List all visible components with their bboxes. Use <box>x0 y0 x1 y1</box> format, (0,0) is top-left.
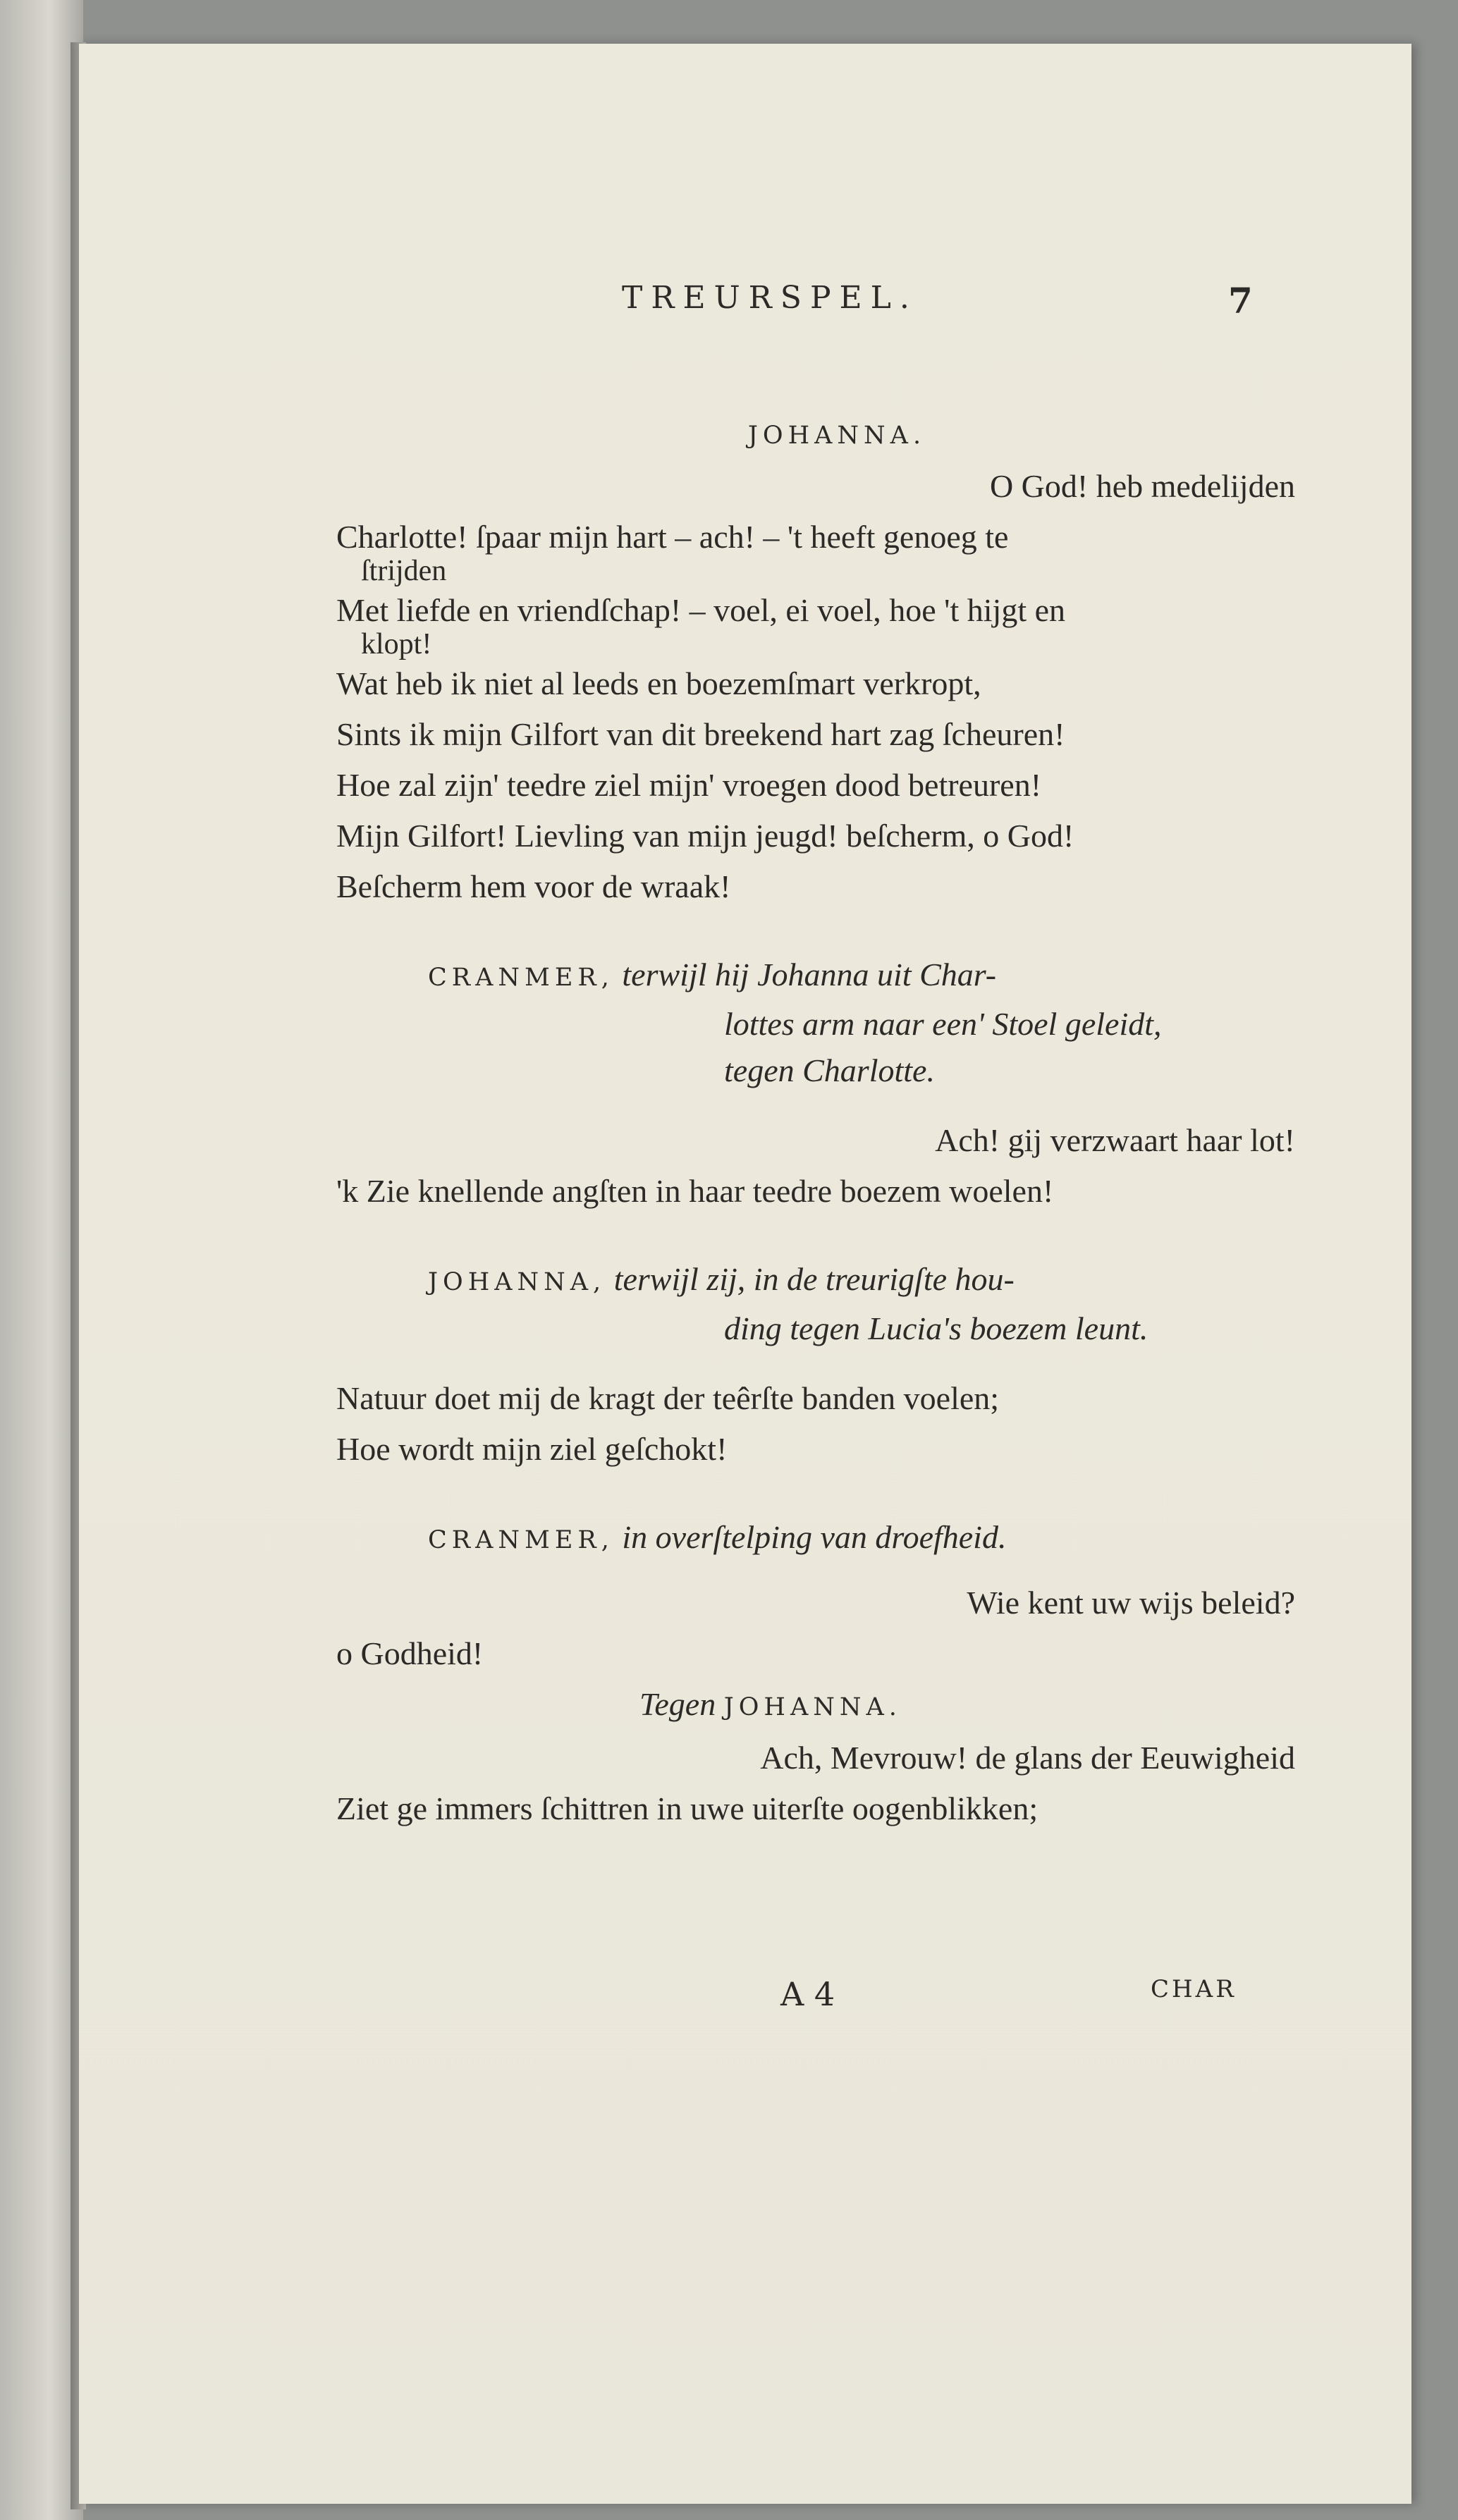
page-number: 7 <box>1228 280 1253 321</box>
verse-line: o Godheid! <box>336 1635 484 1671</box>
page-header <box>79 280 1411 343</box>
signature-mark: A 4 <box>780 1975 835 2013</box>
catchword: CHAR <box>1151 1975 1237 2003</box>
verse-line: Ziet ge immers ſchittren in uwe uiterſte oogenblikken; <box>336 1790 1039 1826</box>
stage-direction-tegen <box>336 1679 1337 1733</box>
verse-line: 'k Zie knellende angſten in haar teedre boezem woelen! <box>336 1173 1054 1209</box>
book-page <box>79 44 1411 2504</box>
verse-line: Natuur doet mij de kragt der teêrſte banden voelen; <box>336 1380 1000 1416</box>
stage-direction-cranmer <box>428 952 1323 1094</box>
stage-direction: terwijl hij Johanna uit Char- <box>622 957 997 992</box>
running-head: TREURSPEL. <box>622 280 918 316</box>
stage-direction: terwijl zij, in de treurigſte hou- <box>613 1261 1015 1297</box>
speaker-cranmer: CRANMER, <box>428 964 614 992</box>
verse-line: O God! heb medelijden <box>989 468 1295 504</box>
verse-line: Wat heb ik niet al leeds en boezemſmart verkropt, <box>336 665 981 701</box>
speaker-johanna: JOHANNA. <box>747 422 926 450</box>
speaker-johanna: JOHANNA. <box>723 1693 902 1721</box>
page-footer <box>79 1975 1411 2024</box>
verse-line: Ach! gij verzwaart haar lot! <box>935 1122 1295 1158</box>
verse-line: Hoe zal zijn' teedre ziel mijn' vroegen dood betreuren! <box>336 767 1042 803</box>
play-text <box>336 410 1337 1834</box>
verse-line: Mijn Gilfort! Lievling van mijn jeugd! beſcherm, o God! <box>336 818 1074 854</box>
verse-line: Wie kent uw wijs beleid? <box>967 1585 1295 1621</box>
verse-continuation: ſtrijden <box>361 555 447 587</box>
speaker-cranmer: CRANMER, <box>428 1526 614 1554</box>
verse-line: Ach, Mevrouw! de glans der Eeuwigheid <box>760 1740 1295 1776</box>
verse-line: Hoe wordt mijn ziel geſchokt! <box>336 1431 728 1467</box>
verse-line: Sints ik mijn Gilfort van dit breekend hart zag ſcheuren! <box>336 716 1065 752</box>
stage-direction-cranmer <box>428 1514 1323 1563</box>
stage-direction-johanna <box>428 1256 1323 1352</box>
stage-direction-continuation: lottes arm naar een' Stoel geleidt, <box>724 1006 1162 1042</box>
verse-continuation: klopt! <box>361 628 432 660</box>
verse-line: Met liefde en vriendſchap! – voel, ei voel, hoe 't hijgt en <box>336 592 1066 628</box>
verse-line: Charlotte! ſpaar mijn hart – ach! – 't heeft genoeg te <box>336 519 1009 555</box>
stage-direction-continuation: tegen Charlotte. <box>724 1052 935 1088</box>
stage-direction-continuation: ding tegen Lucia's boezem leunt. <box>724 1310 1148 1346</box>
stage-direction: in overſtelping van droefheid. <box>622 1519 1007 1555</box>
stage-direction: Tegen <box>639 1686 716 1722</box>
verse-line: Beſcherm hem voor de wraak! <box>336 868 731 904</box>
speaker-johanna: JOHANNA, <box>428 1268 606 1296</box>
